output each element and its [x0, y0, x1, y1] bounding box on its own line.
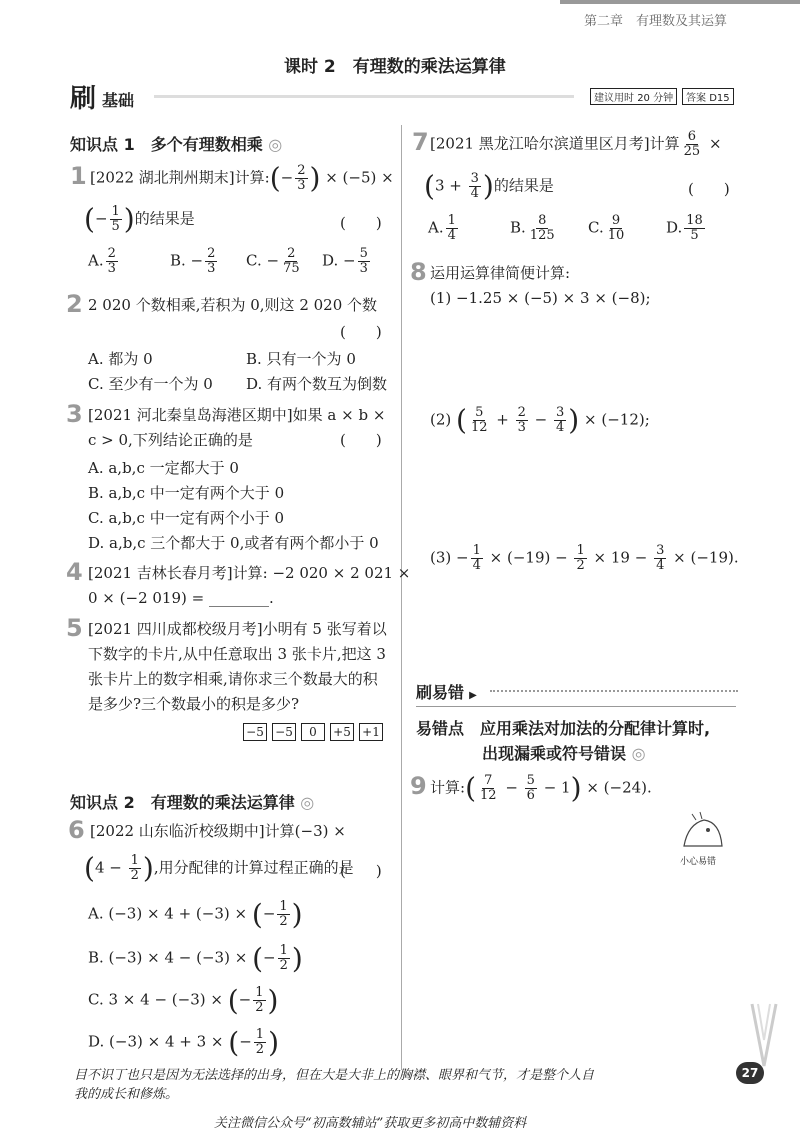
answer-paren: ( ): [340, 862, 382, 880]
target-icon: ◎: [631, 744, 646, 763]
arrow-icon: ▶: [469, 690, 477, 701]
question-number: 2: [66, 290, 83, 318]
page-number: 27: [736, 1062, 764, 1084]
number-card: +5: [330, 723, 354, 741]
error-title-line1: 易错点 应用乘法对加法的分配律计算时,: [416, 719, 711, 738]
question-number: 5: [66, 614, 83, 642]
footer-quote-line2: 我的成长和修炼。: [74, 1087, 179, 1102]
number-card: +1: [359, 723, 383, 741]
q3-line2: c > 0,下列结论正确的是: [88, 431, 253, 449]
q7-option-b[interactable]: B. $\frac{8}{125}$: [510, 213, 555, 243]
q2-option-b[interactable]: B. 只有一个为 0: [246, 350, 356, 368]
answer-paren: ( ): [340, 214, 382, 232]
answer-badge: 答案 D15: [682, 88, 734, 105]
wechat-note: 关注微信公众号“初高数辅站”获取更多初高中数辅资料: [214, 1116, 527, 1131]
q7-option-a[interactable]: A. $\frac{1}{4}$: [428, 213, 456, 243]
number-card: −5: [243, 723, 267, 741]
q3-option-a[interactable]: A. a,b,c 一定都大于 0: [88, 459, 239, 477]
q2-option-a[interactable]: A. 都为 0: [88, 350, 153, 368]
section-bar: [70, 82, 736, 114]
target-icon: ◎: [300, 793, 315, 812]
answer-paren: ( ): [340, 431, 382, 449]
q5-line: 是多少?三个数最小的积是多少?: [88, 695, 300, 713]
error-section-header: 刷易错 ▶: [416, 683, 477, 702]
q8-part1: (1) −1.25 × (−5) × 3 × (−8);: [430, 289, 651, 307]
q1-line1: [2022 湖北荆州期末]计算:(− $\frac{2}{3}$ ) × (−5) ×: [90, 161, 394, 195]
q6-option-d[interactable]: D. (−3) × 4 + 3 × (− $\frac{1}{2}$ ): [88, 1026, 279, 1059]
mascot-caption: 小心易错: [680, 857, 717, 867]
question-number: 9: [410, 772, 427, 800]
q1-option-a[interactable]: A. $\frac{2}{3}$: [88, 246, 116, 276]
footer-quote-line1: 目不识丁也只是因为无法选择的出身，但在大是大非上的胸襟、眼界和气节，才是整个人自: [74, 1068, 595, 1083]
q5-cards: [238, 721, 383, 741]
answer-paren: ( ): [688, 180, 730, 198]
q5-line: 张卡片上的数字相乘,请你求三个数最大的积: [88, 670, 378, 688]
q6-option-a[interactable]: A. (−3) × 4 + (−3) × (− $\frac{1}{2}$ ): [88, 898, 303, 931]
answer-paren: ( ): [340, 323, 382, 341]
q7-option-d[interactable]: D. $\frac{18}{5}$: [666, 213, 703, 243]
mascot-illustration: [678, 810, 728, 854]
time-badge: 建议用时 20 分钟: [590, 88, 677, 105]
q6-option-c[interactable]: C. 3 × 4 − (−3) × (− $\frac{1}{2}$ ): [88, 984, 279, 1017]
brush-glyph: 刷: [70, 84, 97, 114]
question-number: 3: [66, 400, 83, 428]
q4-line2: 0 × (−2 019) = ________.: [88, 589, 274, 607]
knowledge-point-2: 知识点 2 有理数的乘法运算律 ◎: [70, 793, 315, 812]
q9-stem: 计算:( $\frac{7}{12}$ − $\frac{5}{6}$ − 1) × (−24).: [430, 771, 652, 805]
q3-option-d[interactable]: D. a,b,c 三个都大于 0,或者有两个都小于 0: [88, 534, 379, 552]
q5-line: [2021 四川成都校级月考]小明有 5 张写着以: [88, 620, 387, 638]
question-number: 7: [412, 128, 429, 156]
q1-option-c[interactable]: C. − $\frac{2}{75}$: [246, 246, 300, 276]
question-number: 4: [66, 558, 83, 586]
q2-option-d[interactable]: D. 有两个数互为倒数: [246, 375, 388, 393]
q2-option-c[interactable]: C. 至少有一个为 0: [88, 375, 213, 393]
q8-stem: 运用运算律简便计算:: [430, 264, 571, 282]
q6-line2: (4 − $\frac{1}{2}$ ),用分配律的计算过程正确的是: [84, 851, 354, 885]
question-number: 8: [410, 258, 427, 286]
number-card: 0: [301, 723, 325, 741]
q8-part2: (2) ( $\frac{5}{12}$ + $\frac{2}{3}$ − $\frac{3}{4}$ ) × (−12);: [430, 403, 650, 437]
q3-line1: [2021 河北秦皇岛海港区期中]如果 a × b ×: [88, 406, 386, 424]
column-divider: [401, 125, 402, 1070]
section-label: 基础: [102, 91, 135, 110]
page-title: 课时 2 有理数的乘法运算律: [284, 57, 506, 77]
q7-line1: [2021 黑龙江哈尔滨道里区月考]计算 $\frac{6}{25}$ ×: [430, 129, 722, 159]
target-icon: ◎: [268, 135, 283, 154]
knowledge-point-1: 知识点 1 多个有理数相乘 ◎: [70, 135, 283, 154]
q7-line2: (3 + $\frac{3}{4}$ )的结果是: [424, 169, 554, 203]
q5-line: 下数字的卡片,从中任意取出 3 张卡片,把这 3: [88, 645, 386, 663]
number-card: −5: [272, 723, 296, 741]
question-number: 6: [68, 816, 85, 844]
q8-part3: (3) − $\frac{1}{4}$ × (−19) − $\frac{1}{2}$ × 19 − $\frac{3}{4}$ × (−19).: [430, 543, 739, 573]
q7-option-c[interactable]: C. $\frac{9}{10}$: [588, 213, 625, 243]
q3-option-b[interactable]: B. a,b,c 中一定有两个大于 0: [88, 484, 285, 502]
q1-option-b[interactable]: B. − $\frac{2}{3}$: [170, 246, 216, 276]
q4-line1: [2021 吉林长春月考]计算: −2 020 × 2 021 ×: [88, 564, 411, 582]
q1-option-d[interactable]: D. − $\frac{5}{3}$: [322, 246, 368, 276]
error-title-line2: 出现漏乘或符号错误 ◎: [482, 744, 646, 763]
q2-stem: 2 020 个数相乘,若积为 0,则这 2 020 个数: [88, 296, 378, 314]
chapter-label: 第二章 有理数及其运算: [584, 14, 728, 29]
question-number: 1: [70, 162, 87, 190]
q1-line2: (− $\frac{1}{5}$ )的结果是: [84, 202, 195, 236]
q6-line1: [2022 山东临沂校级期中]计算(−3) ×: [90, 822, 346, 840]
q6-option-b[interactable]: B. (−3) × 4 − (−3) × (− $\frac{1}{2}$ ): [88, 942, 303, 975]
q3-option-c[interactable]: C. a,b,c 中一定有两个小于 0: [88, 509, 285, 527]
